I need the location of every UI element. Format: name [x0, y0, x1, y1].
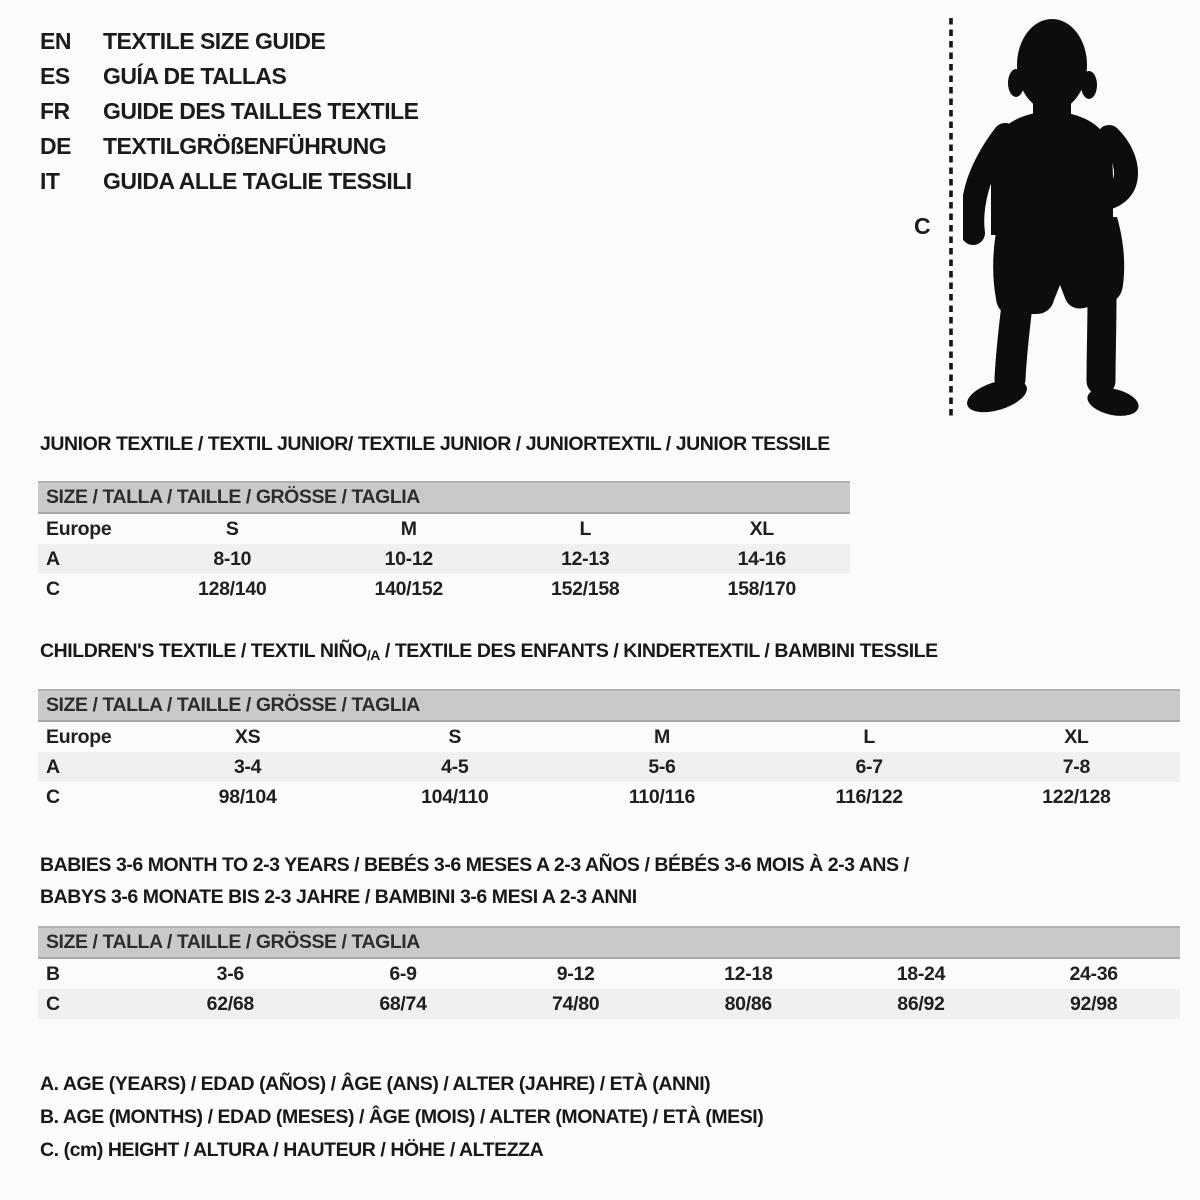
- babies-section-title: [40, 849, 909, 913]
- language-row: [40, 24, 419, 59]
- size-cell: 98/104: [218, 785, 277, 808]
- children-section-title: [40, 640, 938, 663]
- babies-title-line2: BABYS 3-6 MONATE BIS 2-3 JAHRE / BAMBINI 3-6 MESI A 2-3 ANNI: [40, 886, 637, 908]
- table-row-europe: [38, 513, 850, 544]
- size-cell: 116/122: [835, 785, 903, 808]
- children-title-subscript: /A: [366, 647, 380, 663]
- row-label: A: [38, 752, 144, 782]
- size-cell: 104/110: [421, 785, 489, 808]
- legend-age-years: A. AGE (YEARS) / EDAD (AÑOS) / ÂGE (ANS) / ALTER (JAHRE) / ETÀ (ANNI): [40, 1073, 711, 1095]
- table-row-height: [38, 574, 850, 604]
- height-measure-dashed-line-icon: [947, 16, 955, 418]
- size-cell: S: [225, 517, 239, 540]
- baby-silhouette-icon: [963, 17, 1141, 417]
- size-cell: L: [579, 517, 592, 540]
- size-cell: 80/86: [662, 989, 835, 1019]
- size-cell: M: [400, 517, 417, 540]
- children-title-main: CHILDREN'S TEXTILE / TEXTIL NIÑO: [40, 640, 367, 662]
- language-title: TEXTILGRÖßENFÜHRUNG: [103, 133, 387, 159]
- size-cell: 110/116: [628, 785, 696, 808]
- size-header-bar: SIZE / TALLA / TAILLE / GRÖSSE / TAGLIA: [38, 482, 850, 513]
- row-label: C: [46, 785, 60, 808]
- babies-size-table: [38, 926, 1180, 1019]
- table-row-age: [38, 752, 1180, 782]
- table-row-height: [38, 989, 1180, 1019]
- size-cell: 86/92: [835, 989, 1008, 1019]
- babies-title-line1: BABIES 3-6 MONTH TO 2-3 YEARS / BEBÉS 3-6 MESES A 2-3 AÑOS / BÉBÉS 3-6 MOIS À 2-3 ANS /: [40, 854, 909, 876]
- language-code: IT: [40, 168, 60, 194]
- row-label: C: [46, 577, 60, 600]
- size-cell: 8-10: [144, 544, 321, 574]
- row-label: Europe: [46, 517, 112, 540]
- junior-size-table: [38, 481, 850, 604]
- size-cell: XL: [1064, 725, 1089, 748]
- language-code: FR: [40, 98, 70, 124]
- language-code: EN: [40, 28, 71, 54]
- size-cell: M: [653, 725, 670, 748]
- size-cell: 4-5: [351, 752, 558, 782]
- language-title: GUIDE DES TAILLES TEXTILE: [103, 98, 419, 124]
- row-label: Europe: [46, 725, 112, 748]
- size-cell: 9-12: [556, 962, 595, 985]
- children-title-rest: / TEXTILE DES ENFANTS / KINDERTEXTIL / BAMBINI TESSILE: [379, 640, 938, 662]
- legend-age-months: B. AGE (MONTHS) / EDAD (MESES) / ÂGE (MOIS) / ALTER (MONATE) / ETÀ (MESI): [40, 1106, 764, 1128]
- size-cell: 128/140: [198, 577, 267, 600]
- table-row-height: [38, 782, 1180, 812]
- size-cell: 62/68: [144, 989, 317, 1019]
- language-row: [40, 59, 419, 94]
- height-measure-label: C: [914, 213, 931, 239]
- size-cell: 12-13: [497, 544, 674, 574]
- size-cell: 92/98: [1007, 989, 1180, 1019]
- size-cell: 18-24: [896, 962, 946, 985]
- measure-legend: [40, 1068, 763, 1167]
- size-cell: 12-18: [724, 962, 773, 985]
- size-cell: 122/128: [1042, 785, 1111, 808]
- size-cell: XS: [234, 725, 261, 748]
- table-row-age: [38, 544, 850, 574]
- row-label: B: [46, 962, 60, 985]
- junior-section-title: JUNIOR TEXTILE / TEXTIL JUNIOR/ TEXTILE JUNIOR / JUNIORTEXTIL / JUNIOR TESSILE: [40, 433, 830, 455]
- size-cell: 7-8: [973, 752, 1180, 782]
- language-title: GUIDA ALLE TAGLIE TESSILI: [103, 168, 412, 194]
- size-cell: 74/80: [489, 989, 662, 1019]
- table-row-months: [38, 958, 1180, 989]
- size-cell: 68/74: [317, 989, 490, 1019]
- language-title: TEXTILE SIZE GUIDE: [103, 28, 326, 54]
- language-row: [40, 164, 419, 199]
- row-label: A: [38, 544, 144, 574]
- size-cell: 6-9: [389, 962, 417, 985]
- size-cell: 10-12: [321, 544, 498, 574]
- language-row: [40, 94, 419, 129]
- size-cell: 3-4: [144, 752, 351, 782]
- size-cell: 152/158: [551, 577, 620, 600]
- size-cell: 158/170: [727, 577, 796, 600]
- language-title-block: [40, 24, 419, 199]
- size-cell: 6-7: [766, 752, 973, 782]
- size-cell: L: [863, 725, 875, 748]
- language-title: GUÍA DE TALLAS: [103, 63, 287, 89]
- language-code: DE: [40, 133, 71, 159]
- size-cell: 3-6: [216, 962, 244, 985]
- size-header-bar: SIZE / TALLA / TAILLE / GRÖSSE / TAGLIA: [38, 927, 1180, 958]
- size-cell: 14-16: [674, 544, 851, 574]
- table-row-europe: [38, 721, 1180, 752]
- size-cell: XL: [749, 517, 774, 540]
- size-cell: S: [448, 725, 462, 748]
- row-label: C: [38, 989, 144, 1019]
- size-cell: 5-6: [558, 752, 765, 782]
- language-code: ES: [40, 63, 70, 89]
- size-header-bar: SIZE / TALLA / TAILLE / GRÖSSE / TAGLIA: [38, 690, 1180, 721]
- children-size-table: [38, 689, 1180, 812]
- size-cell: 24-36: [1069, 962, 1118, 985]
- legend-height-cm: C. (cm) HEIGHT / ALTURA / HAUTEUR / HÖHE / ALTEZZA: [40, 1139, 544, 1161]
- language-row: [40, 129, 419, 164]
- size-cell: 140/152: [374, 577, 443, 600]
